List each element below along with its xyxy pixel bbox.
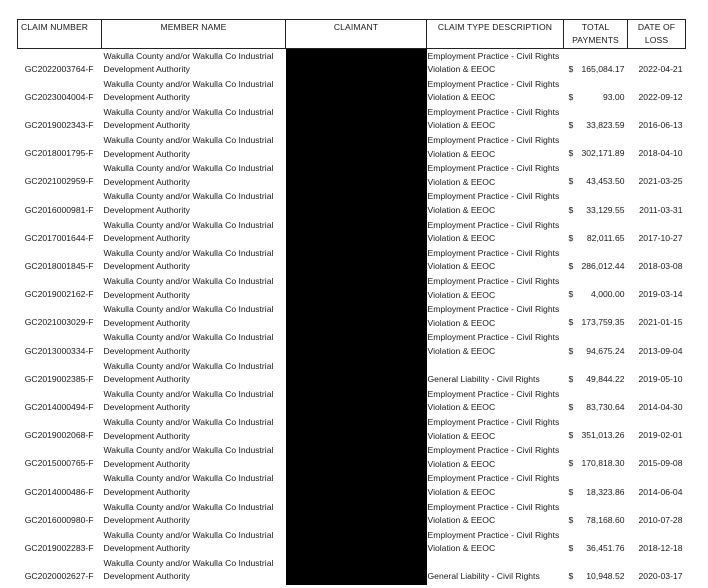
member-name-line2: Development Authority: [103, 289, 190, 300]
claim-type-line2: Violation & EEOC: [427, 289, 496, 300]
member-name-line1: Wakulla County and/or Wakulla Co Industrial: [103, 106, 274, 117]
date-of-loss-cell[interactable]: 2015-09-08: [638, 458, 683, 469]
claim-type-line1: Employment Practice - Civil Rights: [427, 163, 560, 174]
date-of-loss-cell[interactable]: 2013-09-04: [638, 345, 683, 356]
claimant-redacted-cell: [286, 528, 427, 556]
member-name-line2: Development Authority: [103, 571, 190, 582]
member-name-line1: Wakulla County and/or Wakulla Co Industrial: [103, 557, 274, 568]
member-name-line1: Wakulla County and/or Wakulla Co Industrial: [103, 163, 274, 174]
payment-amount: 93.00: [602, 91, 625, 102]
claim-type-line2: Violation & EEOC: [427, 402, 496, 413]
payment-amount: 49,844.22: [586, 373, 625, 384]
header-total-payments[interactable]: [564, 20, 628, 49]
member-name-cell[interactable]: [102, 556, 286, 584]
date-of-loss-cell[interactable]: 2017-10-27: [638, 232, 683, 243]
table-row[interactable]: [18, 246, 686, 274]
claim-type-line1: Employment Practice - Civil Rights: [427, 388, 560, 399]
payment-amount: 4,000.00: [591, 289, 625, 300]
currency-symbol: $: [568, 458, 574, 469]
claimant-redacted-cell: [286, 303, 427, 331]
claimant-redacted-cell: [286, 444, 427, 472]
claim-number-cell[interactable]: GC2017001644-F: [24, 232, 94, 243]
table-row[interactable]: [18, 387, 686, 415]
claim-type-line1: Employment Practice - Civil Rights: [427, 473, 560, 484]
payment-amount: 302,171.89: [581, 148, 625, 159]
header-member-name[interactable]: MEMBER NAME: [102, 20, 286, 49]
member-name-line2: Development Authority: [103, 120, 190, 131]
member-name-line2: Development Authority: [103, 345, 190, 356]
member-name-line1: Wakulla County and/or Wakulla Co Industrial: [103, 50, 274, 61]
claim-type-cell[interactable]: [427, 528, 564, 556]
header-total-payments-line1: TOTAL: [581, 22, 610, 32]
member-name-cell[interactable]: [102, 444, 286, 472]
header-claim-number[interactable]: CLAIM NUMBER: [18, 20, 102, 49]
payment-amount: 82,011.65: [586, 232, 625, 243]
claim-number-cell[interactable]: GC2021003029-F: [24, 317, 94, 328]
claimant-redacted-cell: [286, 190, 427, 218]
member-name-cell[interactable]: [102, 387, 286, 415]
claim-type-line2: Violation & EEOC: [427, 430, 496, 441]
member-name-cell[interactable]: [102, 218, 286, 246]
member-name-cell[interactable]: [102, 246, 286, 274]
payment-amount: 165,084.17: [581, 63, 625, 74]
total-payments-cell[interactable]: [564, 444, 628, 472]
member-name-line2: Development Authority: [103, 430, 190, 441]
claim-type-cell[interactable]: [427, 218, 564, 246]
payment-amount: 83,730.64: [586, 401, 625, 412]
claim-type-cell[interactable]: [427, 246, 564, 274]
table-row[interactable]: [18, 472, 686, 500]
claim-type-line2: Violation & EEOC: [427, 176, 496, 187]
claim-number-cell[interactable]: GC2018001845-F: [24, 261, 94, 271]
total-payments-cell[interactable]: [564, 77, 628, 105]
member-name-line1: Wakulla County and/or Wakulla Co Industrial: [103, 78, 274, 89]
date-of-loss-cell[interactable]: 2018-03-08: [638, 261, 683, 271]
currency-symbol: $: [568, 401, 574, 412]
total-payments-cell[interactable]: [564, 500, 628, 528]
table-row[interactable]: [18, 556, 686, 584]
date-of-loss-cell[interactable]: 2016-06-13: [638, 120, 683, 131]
member-name-line1: Wakulla County and/or Wakulla Co Industrial: [103, 332, 274, 343]
currency-symbol: $: [568, 148, 574, 159]
member-name-cell[interactable]: [102, 105, 286, 133]
claimant-redacted-cell: [286, 415, 427, 443]
member-name-cell[interactable]: [102, 359, 286, 387]
claim-type-line1: Employment Practice - Civil Rights: [427, 501, 560, 512]
total-payments-cell[interactable]: [564, 190, 628, 218]
date-of-loss-cell[interactable]: 2011-03-31: [639, 204, 683, 215]
claimant-redacted-cell: [286, 246, 427, 274]
date-of-loss-cell[interactable]: 2021-03-25: [638, 176, 683, 187]
claim-type-cell[interactable]: [427, 303, 564, 331]
claim-type-line1: Employment Practice - Civil Rights: [427, 332, 560, 343]
member-name-cell[interactable]: [102, 500, 286, 528]
claim-number-cell[interactable]: GC2019002283-F: [24, 542, 94, 553]
claim-number-cell[interactable]: GC2014000494-F: [24, 401, 94, 412]
payment-amount: 33,823.59: [586, 120, 625, 131]
claim-type-cell[interactable]: [427, 49, 564, 78]
claims-rows: [18, 49, 686, 585]
claim-type-cell[interactable]: [427, 556, 564, 584]
claim-type-line2: Violation & EEOC: [427, 148, 496, 159]
claim-type-line2: Violation & EEOC: [427, 317, 496, 328]
table-row[interactable]: [18, 105, 686, 133]
member-name-line2: Development Authority: [103, 543, 190, 554]
claim-type-line1: Employment Practice - Civil Rights: [427, 135, 560, 146]
date-of-loss-cell[interactable]: 2021-01-15: [638, 317, 683, 328]
header-claim-type[interactable]: CLAIM TYPE DESCRIPTION: [427, 20, 564, 49]
total-payments-cell[interactable]: [564, 105, 628, 133]
table-row[interactable]: [18, 303, 686, 331]
member-name-cell[interactable]: [102, 303, 286, 331]
claim-type-line1: Employment Practice - Civil Rights: [427, 304, 560, 315]
claims-table: [17, 19, 686, 585]
claimant-redacted-cell: [286, 162, 427, 190]
member-name-line1: Wakulla County and/or Wakulla Co Industrial: [103, 529, 274, 540]
payment-amount: 36,451.76: [586, 542, 625, 553]
claim-number-cell[interactable]: GC2023004004-F: [24, 91, 94, 102]
table-row[interactable]: [18, 444, 686, 472]
total-payments-cell[interactable]: [564, 134, 628, 162]
header-total-payments-line2: PAYMENTS: [572, 35, 619, 45]
claim-number-cell[interactable]: GC2021002959-F: [24, 176, 94, 187]
date-of-loss-cell[interactable]: 2018-04-10: [638, 148, 683, 159]
claim-type-cell[interactable]: [427, 500, 564, 528]
currency-symbol: $: [568, 542, 574, 553]
claim-type-line1: Employment Practice - Civil Rights: [427, 416, 560, 427]
claim-type-cell[interactable]: [427, 275, 564, 303]
total-payments-cell[interactable]: [564, 472, 628, 500]
claim-type-line2: Violation & EEOC: [427, 345, 496, 356]
table-row[interactable]: [18, 190, 686, 218]
claim-type-cell[interactable]: [427, 472, 564, 500]
claim-type-cell[interactable]: [427, 190, 564, 218]
claim-type-line1: Employment Practice - Civil Rights: [427, 247, 560, 258]
payment-amount: 78,168.60: [586, 514, 625, 525]
claim-type-cell[interactable]: [427, 134, 564, 162]
claim-type-line2: Violation & EEOC: [427, 64, 496, 75]
claim-type-cell[interactable]: [427, 162, 564, 190]
currency-symbol: $: [568, 91, 574, 102]
date-of-loss-cell[interactable]: 2014-04-30: [638, 401, 683, 412]
member-name-line1: Wakulla County and/or Wakulla Co Industrial: [103, 445, 274, 456]
claim-type-cell[interactable]: [427, 331, 564, 359]
member-name-line2: Development Authority: [103, 205, 190, 216]
member-name-line1: Wakulla County and/or Wakulla Co Industrial: [103, 276, 274, 286]
claim-number-cell[interactable]: GC2019002343-F: [24, 120, 94, 131]
payment-amount: 173,759.35: [581, 317, 625, 328]
claim-type-line2: Violation & EEOC: [427, 261, 496, 272]
member-name-line1: Wakulla County and/or Wakulla Co Industrial: [103, 416, 274, 427]
currency-symbol: $: [568, 120, 574, 131]
date-of-loss-cell[interactable]: 2018-12-18: [638, 542, 683, 553]
claim-type-line2: Violation & EEOC: [427, 233, 496, 244]
claim-number-cell[interactable]: GC2022003764-F: [24, 63, 94, 74]
claimant-redacted-cell: [286, 472, 427, 500]
member-name-line1: Wakulla County and/or Wakulla Co Industrial: [103, 219, 274, 230]
currency-symbol: $: [568, 486, 574, 497]
total-payments-cell[interactable]: [564, 49, 628, 78]
payment-amount: 94,675.24: [586, 345, 625, 356]
claim-type-line2: Violation & EEOC: [427, 515, 496, 526]
member-name-cell[interactable]: [102, 190, 286, 218]
member-name-cell[interactable]: [102, 415, 286, 443]
claim-type-cell[interactable]: [427, 387, 564, 415]
claim-number-cell[interactable]: GC2018001795-F: [24, 148, 94, 159]
total-payments-cell[interactable]: [564, 331, 628, 359]
total-payments-cell[interactable]: [564, 528, 628, 556]
claim-type-line1: Employment Practice - Civil Rights: [427, 445, 560, 456]
table-row[interactable]: [18, 134, 686, 162]
header-date-line1: DATE OF: [637, 22, 676, 32]
member-name-line2: Development Authority: [103, 233, 190, 244]
total-payments-cell[interactable]: [564, 162, 628, 190]
claim-type-cell[interactable]: [427, 77, 564, 105]
claimant-redacted-cell: [286, 49, 427, 78]
claim-type-line2: Violation & EEOC: [427, 120, 496, 131]
member-name-line1: Wakulla County and/or Wakulla Co Industrial: [103, 191, 274, 202]
member-name-line2: Development Authority: [103, 261, 190, 272]
claim-number-cell[interactable]: GC2019002385-F: [24, 373, 94, 384]
currency-symbol: $: [568, 261, 574, 271]
member-name-line1: Wakulla County and/or Wakulla Co Industrial: [103, 501, 274, 512]
total-payments-cell[interactable]: [564, 275, 628, 303]
payment-amount: 33,129.55: [586, 204, 625, 215]
claimant-redacted-cell: [286, 105, 427, 133]
table-row[interactable]: [18, 218, 686, 246]
currency-symbol: $: [568, 373, 574, 384]
member-name-cell[interactable]: [102, 134, 286, 162]
member-name-cell[interactable]: [102, 472, 286, 500]
claimant-redacted-cell: [286, 359, 427, 387]
member-name-cell[interactable]: [102, 275, 286, 303]
header-date-line2: LOSS: [644, 35, 669, 45]
claim-number-cell[interactable]: GC2019002162-F: [24, 289, 94, 300]
claim-type-line2: Violation & EEOC: [427, 92, 496, 103]
total-payments-cell[interactable]: [564, 415, 628, 443]
currency-symbol: $: [568, 176, 574, 187]
claim-number-cell[interactable]: GC2015000765-F: [24, 458, 94, 469]
payment-amount: 18,323.86: [586, 486, 625, 497]
table-row[interactable]: [18, 49, 686, 78]
date-of-loss-cell[interactable]: 2019-03-14: [638, 289, 683, 300]
date-of-loss-cell[interactable]: 2022-09-12: [638, 91, 683, 102]
header-date-of-loss[interactable]: [628, 20, 686, 49]
member-name-line2: Development Authority: [103, 374, 190, 385]
date-of-loss-cell[interactable]: 2020-03-17: [638, 571, 683, 582]
currency-symbol: $: [568, 204, 574, 215]
claim-type-line2: General Liability - Civil Rights: [427, 373, 540, 384]
claim-type-line1: Employment Practice - Civil Rights: [427, 219, 560, 230]
claim-number-cell[interactable]: GC2019002068-F: [24, 430, 94, 441]
member-name-line2: Development Authority: [103, 176, 190, 187]
member-name-cell[interactable]: [102, 49, 286, 78]
table-row[interactable]: [18, 500, 686, 528]
claimant-redacted-cell: [286, 275, 427, 303]
claim-number-cell[interactable]: GC2014000486-F: [24, 486, 94, 497]
member-name-cell[interactable]: [102, 162, 286, 190]
table-row[interactable]: [18, 331, 686, 359]
member-name-line1: Wakulla County and/or Wakulla Co Industrial: [103, 388, 274, 399]
claim-type-line1: Employment Practice - Civil Rights: [427, 529, 560, 540]
member-name-line2: Development Authority: [103, 317, 190, 328]
claims-spreadsheet: [17, 19, 685, 585]
claimant-redacted-cell: [286, 500, 427, 528]
currency-symbol: $: [568, 571, 574, 582]
claim-type-cell[interactable]: [427, 444, 564, 472]
claimant-redacted-cell: [286, 77, 427, 105]
header-row: [18, 20, 686, 49]
claim-type-line1: Employment Practice - Civil Rights: [427, 106, 560, 117]
member-name-line1: Wakulla County and/or Wakulla Co Industrial: [103, 473, 274, 484]
claim-type-line1: Employment Practice - Civil Rights: [427, 78, 560, 89]
date-of-loss-cell[interactable]: 2014-06-04: [638, 486, 683, 497]
member-name-cell[interactable]: [102, 77, 286, 105]
member-name-line1: Wakulla County and/or Wakulla Co Industrial: [103, 304, 274, 315]
claim-type-line2: Violation & EEOC: [427, 486, 496, 497]
date-of-loss-cell[interactable]: 2019-05-10: [638, 373, 683, 384]
table-row[interactable]: [18, 275, 686, 303]
currency-symbol: $: [568, 345, 574, 356]
claim-type-line2: General Liability - Civil Rights: [427, 570, 540, 581]
claim-type-line1: Employment Practice - Civil Rights: [427, 191, 560, 202]
claim-type-cell[interactable]: [427, 415, 564, 443]
table-row[interactable]: [18, 162, 686, 190]
currency-symbol: $: [568, 430, 574, 441]
claim-number-cell[interactable]: GC2016000980-F: [24, 514, 94, 525]
date-of-loss-cell[interactable]: 2010-07-28: [638, 514, 683, 525]
claimant-redacted-cell: [286, 556, 427, 584]
member-name-line2: Development Authority: [103, 92, 190, 103]
claim-type-line2: Violation & EEOC: [427, 205, 496, 216]
member-name-line1: Wakulla County and/or Wakulla Co Industrial: [103, 247, 274, 258]
table-row[interactable]: [18, 77, 686, 105]
member-name-line2: Development Authority: [103, 402, 190, 413]
member-name-cell[interactable]: [102, 331, 286, 359]
currency-symbol: $: [568, 63, 574, 74]
date-of-loss-cell[interactable]: 2022-04-21: [638, 63, 683, 74]
header-claimant[interactable]: CLAIMANT: [286, 20, 427, 49]
currency-symbol: $: [568, 232, 574, 243]
payment-amount: 286,012.44: [581, 261, 625, 271]
table-row[interactable]: [18, 528, 686, 556]
claim-type-line2: Violation & EEOC: [427, 543, 496, 554]
currency-symbol: $: [568, 289, 574, 300]
member-name-line2: Development Authority: [103, 64, 190, 75]
currency-symbol: $: [568, 317, 574, 328]
member-name-cell[interactable]: [102, 528, 286, 556]
claim-type-line1: Employment Practice - Civil Rights: [427, 276, 560, 286]
claim-number-cell[interactable]: GC2016000981-F: [24, 204, 94, 215]
currency-symbol: $: [568, 514, 574, 525]
payment-amount: 170,818.30: [581, 458, 625, 469]
member-name-line2: Development Authority: [103, 486, 190, 497]
member-name-line2: Development Authority: [103, 515, 190, 526]
claim-type-cell[interactable]: [427, 105, 564, 133]
claimant-redacted-cell: [286, 331, 427, 359]
total-payments-cell[interactable]: [564, 556, 628, 584]
total-payments-cell[interactable]: [564, 218, 628, 246]
member-name-line2: Development Authority: [103, 148, 190, 159]
claimant-redacted-cell: [286, 387, 427, 415]
total-payments-cell[interactable]: [564, 246, 628, 274]
total-payments-cell[interactable]: [564, 359, 628, 387]
date-of-loss-cell[interactable]: 2019-02-01: [638, 430, 683, 441]
claim-number-cell[interactable]: GC2020002627-F: [24, 571, 94, 582]
claim-type-cell[interactable]: [427, 359, 564, 387]
table-row[interactable]: [18, 415, 686, 443]
member-name-line1: Wakulla County and/or Wakulla Co Industrial: [103, 360, 274, 371]
claimant-redacted-cell: [286, 134, 427, 162]
total-payments-cell[interactable]: [564, 387, 628, 415]
member-name-line2: Development Authority: [103, 458, 190, 469]
table-row[interactable]: [18, 359, 686, 387]
payment-amount: 351,013.26: [581, 430, 625, 441]
payment-amount: 10,948.52: [586, 571, 625, 582]
payment-amount: 43,453.50: [586, 176, 625, 187]
total-payments-cell[interactable]: [564, 303, 628, 331]
claim-type-line2: Violation & EEOC: [427, 458, 496, 469]
claim-number-cell[interactable]: GC2013000334-F: [24, 345, 94, 356]
claim-type-line1: Employment Practice - Civil Rights: [427, 50, 560, 61]
member-name-line1: Wakulla County and/or Wakulla Co Industrial: [103, 135, 274, 146]
claimant-redacted-cell: [286, 218, 427, 246]
